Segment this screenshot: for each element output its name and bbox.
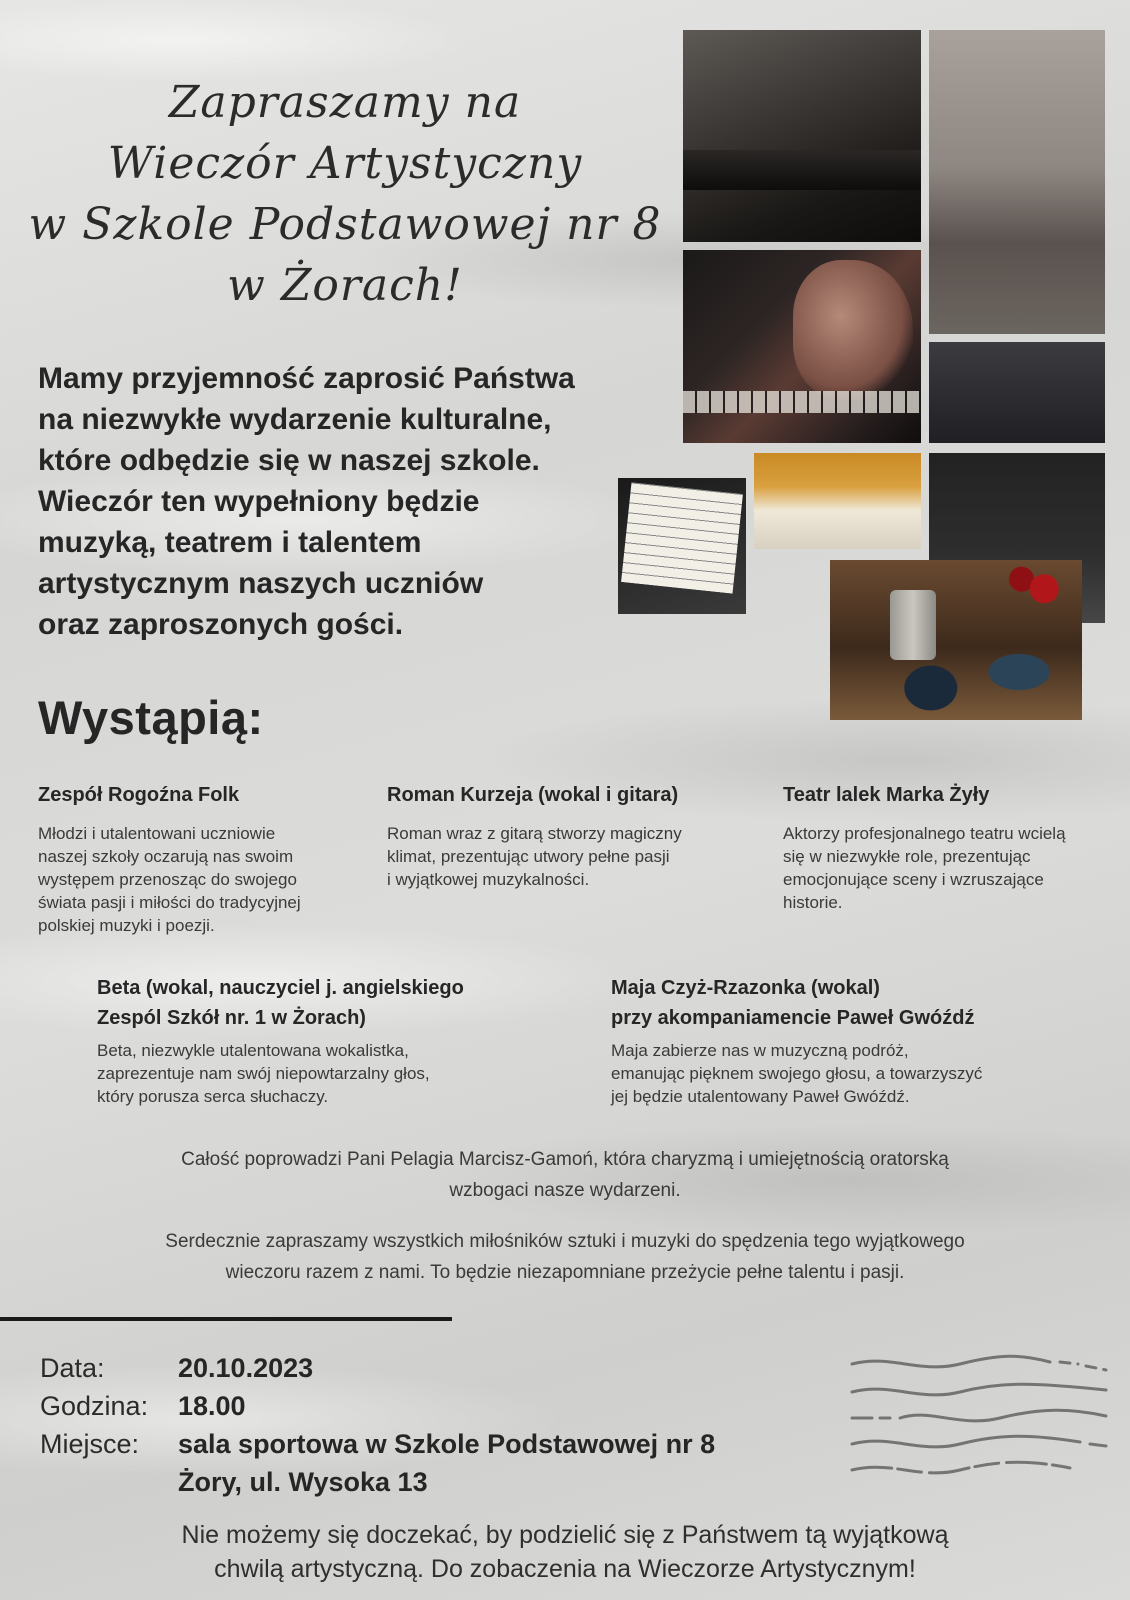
hands-on-piano-photo xyxy=(929,30,1105,334)
desc-line: historie. xyxy=(783,893,843,912)
title-line: w Żorach! xyxy=(227,260,463,311)
date-label: Data: xyxy=(40,1353,105,1383)
intro-paragraph xyxy=(38,358,648,645)
paragraph-line: Serdecznie zapraszamy wszystkich miłośników sztuki i muzyki do spędzenia tego wyjątkowego xyxy=(165,1231,965,1252)
performer-description xyxy=(783,822,1066,914)
name-line: przy akompaniamencie Paweł Gwóźdź xyxy=(611,1007,975,1029)
paragraph-line: wieczoru razem z nami. To będzie niezapomniane przeżycie pełne talentu i pasji. xyxy=(225,1262,905,1283)
place-address: Żory, ul. Wysoka 13 xyxy=(178,1467,428,1497)
desc-line: który porusza serca słuchaczy. xyxy=(97,1087,329,1106)
performers-heading: Wystąpią: xyxy=(38,691,264,744)
closing-message xyxy=(80,1518,1050,1586)
desc-line: występem przenosząc do swojego xyxy=(38,870,297,889)
intro-line: na niezwykłe wydarzenie kulturalne, xyxy=(38,403,552,436)
intro-line: muzyką, teatrem i talentem xyxy=(38,526,422,559)
postmark-decoration xyxy=(850,1352,1112,1482)
time-label: Godzina: xyxy=(40,1391,149,1421)
name-line: Beta (wokal, nauczyciel j. angielskiego xyxy=(97,977,464,999)
performer-description xyxy=(611,1039,982,1108)
name-line: Zespól Szkół nr. 1 w Żorach) xyxy=(97,1007,366,1029)
desc-line: Beta, niezwykle utalentowana wokalistka, xyxy=(97,1041,409,1060)
tea-cups-photo xyxy=(830,560,1082,720)
desc-line: Aktorzy profesjonalnego teatru wcielą xyxy=(783,824,1066,843)
performer-description xyxy=(387,822,682,891)
desc-line: polskiej muzyki i poezji. xyxy=(38,916,215,935)
time-value: 18.00 xyxy=(178,1391,246,1421)
desc-line: emocjonujące sceny i wzruszające xyxy=(783,870,1044,889)
hands-on-piano-photo xyxy=(929,342,1105,443)
intro-line: które odbędzie się w naszej szkole. xyxy=(38,444,540,477)
performer-name xyxy=(97,973,464,1033)
desc-line: klimat, prezentując utwory pełne pasji xyxy=(387,847,670,866)
desc-line: zaprezentuje nam swój niepowtarzalny głos, xyxy=(97,1064,430,1083)
desc-line: emanując pięknem swojego głosu, a towarzyszyć xyxy=(611,1064,983,1083)
paragraph-line: Całość poprowadzi Pani Pelagia Marcisz-Gamoń, która charyzmą i umiejętnością oratorską xyxy=(181,1149,949,1170)
performer-description xyxy=(97,1039,430,1108)
place-label: Miejsce: xyxy=(40,1429,140,1459)
title-line: w Szkole Podstawowej nr 8 xyxy=(28,199,662,250)
title-line: Zapraszamy na xyxy=(168,77,522,128)
name-line: Maja Czyż-Rzazonka (wokal) xyxy=(611,977,880,999)
desc-line: jej będzie utalentowany Paweł Gwóźdź. xyxy=(611,1087,910,1106)
invite-paragraph xyxy=(65,1226,1065,1288)
desc-line: świata pasji i miłości do tradycyjnej xyxy=(38,893,301,912)
desc-line: Roman wraz z gitarą stworzy magiczny xyxy=(387,824,682,843)
desc-line: naszej szkoły oczarują nas swoim xyxy=(38,847,294,866)
intro-line: Wieczór ten wypełniony będzie xyxy=(38,485,480,518)
handwritten-notebook-photo xyxy=(618,478,746,614)
closing-line: chwilą artystyczną. Do zobaczenia na Wieczorze Artystycznym! xyxy=(214,1555,916,1583)
performer-name: Teatr lalek Marka Żyły xyxy=(783,784,990,806)
desc-line: i wyjątkowej muzykalności. xyxy=(387,870,590,889)
desc-line: się w niezwykłe role, prezentując xyxy=(783,847,1031,866)
piano-keys-photo xyxy=(683,30,921,242)
performer-description xyxy=(38,822,301,937)
date-value: 20.10.2023 xyxy=(178,1353,314,1383)
desc-line: Młodzi i utalentowani uczniowie xyxy=(38,824,276,843)
title-line: Wieczór Artystyczny xyxy=(107,138,583,189)
host-paragraph xyxy=(65,1144,1065,1206)
section-divider xyxy=(0,1317,452,1321)
hands-on-piano-photo xyxy=(683,250,921,443)
performer-name xyxy=(611,973,974,1033)
reading-book-photo xyxy=(754,453,921,549)
intro-line: oraz zaproszonych gości. xyxy=(38,608,404,641)
intro-line: Mamy przyjemność zaprosić Państwa xyxy=(38,362,575,395)
place-value: sala sportowa w Szkole Podstawowej nr 8 xyxy=(178,1429,716,1459)
performer-name: Zespół Rogoźna Folk xyxy=(38,784,240,806)
desc-line: Maja zabierze nas w muzyczną podróż, xyxy=(611,1041,909,1060)
performer-name: Roman Kurzeja (wokal i gitara) xyxy=(387,784,679,806)
intro-line: artystycznym naszych uczniów xyxy=(38,567,484,600)
event-title xyxy=(10,72,680,316)
closing-line: Nie możemy się doczekać, by podzielić się z Państwem tą wyjątkową xyxy=(181,1521,949,1549)
paragraph-line: wzbogaci nasze wydarzeni. xyxy=(449,1180,681,1201)
